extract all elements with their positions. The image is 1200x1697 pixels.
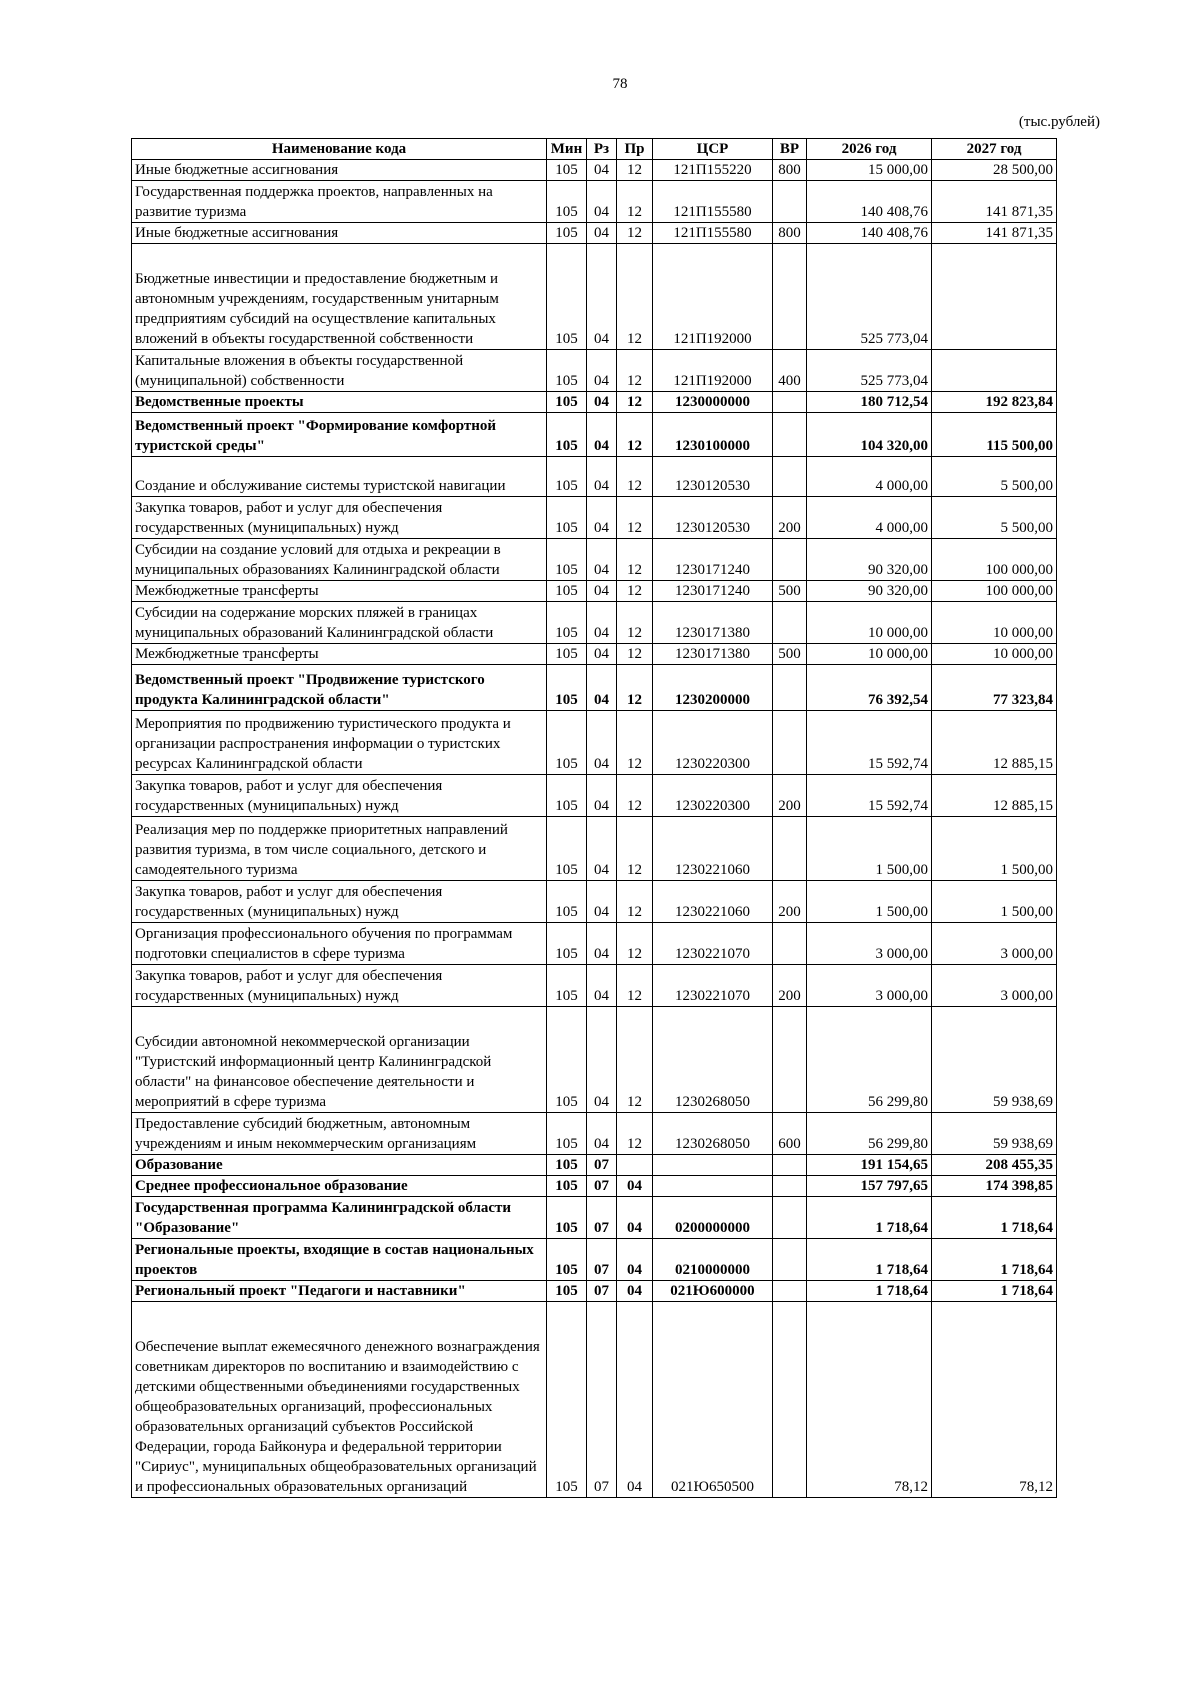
row-csr xyxy=(653,1176,773,1197)
row-pr: 12 xyxy=(617,392,653,413)
row-name: Иные бюджетные ассигнования xyxy=(132,223,547,244)
row-name: Закупка товаров, работ и услуг для обеспечения государственных (муниципальных) нужд xyxy=(132,775,547,817)
row-2027: 10 000,00 xyxy=(932,602,1057,644)
table-row xyxy=(132,665,1057,711)
row-pr: 12 xyxy=(617,497,653,539)
row-min: 105 xyxy=(547,1113,587,1155)
row-min: 105 xyxy=(547,181,587,223)
row-2026: 1 718,64 xyxy=(807,1281,932,1302)
row-rz: 07 xyxy=(587,1302,617,1498)
row-pr: 12 xyxy=(617,817,653,881)
row-min: 105 xyxy=(547,457,587,497)
row-pr: 12 xyxy=(617,965,653,1007)
row-min: 105 xyxy=(547,539,587,581)
row-rz: 04 xyxy=(587,581,617,602)
row-min: 105 xyxy=(547,1281,587,1302)
table-row xyxy=(132,817,1057,881)
row-2027: 5 500,00 xyxy=(932,497,1057,539)
row-vr xyxy=(773,457,807,497)
row-2026: 15 000,00 xyxy=(807,160,932,181)
row-min: 105 xyxy=(547,244,587,350)
row-name: Государственная поддержка проектов, направленных на развитие туризма xyxy=(132,181,547,223)
row-vr: 800 xyxy=(773,223,807,244)
row-csr: 1230221060 xyxy=(653,881,773,923)
row-rz: 04 xyxy=(587,1113,617,1155)
row-2026: 76 392,54 xyxy=(807,665,932,711)
table-header-row xyxy=(132,139,1057,160)
header-min: Мин xyxy=(547,139,587,160)
row-2026: 140 408,76 xyxy=(807,181,932,223)
row-min: 105 xyxy=(547,1155,587,1176)
row-name: Ведомственные проекты xyxy=(132,392,547,413)
row-csr: 1230171380 xyxy=(653,644,773,665)
row-csr: 1230268050 xyxy=(653,1007,773,1113)
table-row xyxy=(132,644,1057,665)
row-pr xyxy=(617,1155,653,1176)
row-2027: 141 871,35 xyxy=(932,181,1057,223)
row-min: 105 xyxy=(547,1302,587,1498)
header-pr: Пр xyxy=(617,139,653,160)
row-2027: 10 000,00 xyxy=(932,644,1057,665)
table-body xyxy=(132,160,1057,1498)
table-row xyxy=(132,1302,1057,1498)
table-row xyxy=(132,1281,1057,1302)
row-vr: 800 xyxy=(773,160,807,181)
row-2026: 3 000,00 xyxy=(807,923,932,965)
table-row xyxy=(132,160,1057,181)
unit-label: (тыс.рублей) xyxy=(1018,114,1100,130)
row-2027: 78,12 xyxy=(932,1302,1057,1498)
table-row xyxy=(132,1155,1057,1176)
row-name: Среднее профессиональное образование xyxy=(132,1176,547,1197)
row-csr: 1230221070 xyxy=(653,923,773,965)
row-2027: 59 938,69 xyxy=(932,1007,1057,1113)
row-csr: 1230171380 xyxy=(653,602,773,644)
row-pr: 04 xyxy=(617,1239,653,1281)
row-2026: 15 592,74 xyxy=(807,775,932,817)
row-name: Реализация мер по поддержке приоритетных направлений развития туризма, в том числе социального, детского и самодеятельного туризма xyxy=(132,817,547,881)
row-name: Организация профессионального обучения по программам подготовки специалистов в сфере туризма xyxy=(132,923,547,965)
row-2026: 10 000,00 xyxy=(807,644,932,665)
row-vr: 200 xyxy=(773,775,807,817)
row-rz: 07 xyxy=(587,1155,617,1176)
row-vr xyxy=(773,1007,807,1113)
row-2026: 4 000,00 xyxy=(807,457,932,497)
row-rz: 04 xyxy=(587,497,617,539)
row-rz: 07 xyxy=(587,1239,617,1281)
row-pr: 04 xyxy=(617,1302,653,1498)
table-row xyxy=(132,1239,1057,1281)
row-pr: 12 xyxy=(617,602,653,644)
row-min: 105 xyxy=(547,497,587,539)
budget-table xyxy=(131,138,1057,1498)
row-csr: 0210000000 xyxy=(653,1239,773,1281)
row-csr: 0200000000 xyxy=(653,1197,773,1239)
row-2026: 104 320,00 xyxy=(807,413,932,457)
row-2027: 59 938,69 xyxy=(932,1113,1057,1155)
row-2026: 180 712,54 xyxy=(807,392,932,413)
table-row xyxy=(132,413,1057,457)
row-2027: 1 500,00 xyxy=(932,817,1057,881)
row-rz: 07 xyxy=(587,1197,617,1239)
table-row xyxy=(132,923,1057,965)
row-2026: 10 000,00 xyxy=(807,602,932,644)
row-2027: 3 000,00 xyxy=(932,923,1057,965)
row-csr: 1230120530 xyxy=(653,457,773,497)
row-csr: 1230200000 xyxy=(653,665,773,711)
row-2027: 5 500,00 xyxy=(932,457,1057,497)
row-vr xyxy=(773,711,807,775)
row-2026: 1 500,00 xyxy=(807,881,932,923)
row-2027: 208 455,35 xyxy=(932,1155,1057,1176)
row-min: 105 xyxy=(547,923,587,965)
row-2027 xyxy=(932,244,1057,350)
row-min: 105 xyxy=(547,817,587,881)
row-name: Субсидии автономной некоммерческой организации "Туристский информационный центр Калининградской области" на финансовое обеспечение деятельности и мероприятий в сфере туризма xyxy=(132,1007,547,1113)
row-rz: 04 xyxy=(587,602,617,644)
row-min: 105 xyxy=(547,711,587,775)
header-2026: 2026 год xyxy=(807,139,932,160)
row-name: Ведомственный проект "Формирование комфортной туристской среды" xyxy=(132,413,547,457)
row-pr: 12 xyxy=(617,160,653,181)
table-row xyxy=(132,602,1057,644)
row-min: 105 xyxy=(547,581,587,602)
row-rz: 04 xyxy=(587,392,617,413)
row-min: 105 xyxy=(547,1239,587,1281)
row-vr xyxy=(773,392,807,413)
table-row xyxy=(132,497,1057,539)
row-vr xyxy=(773,1302,807,1498)
row-rz: 04 xyxy=(587,644,617,665)
row-pr: 12 xyxy=(617,539,653,581)
row-min: 105 xyxy=(547,644,587,665)
row-csr: 021Ю600000 xyxy=(653,1281,773,1302)
header-2027: 2027 год xyxy=(932,139,1057,160)
row-2027: 3 000,00 xyxy=(932,965,1057,1007)
row-2027: 1 718,64 xyxy=(932,1197,1057,1239)
row-name: Субсидии на создание условий для отдыха и рекреации в муниципальных образованиях Калининградской области xyxy=(132,539,547,581)
row-2026: 78,12 xyxy=(807,1302,932,1498)
row-2026: 3 000,00 xyxy=(807,965,932,1007)
table-row xyxy=(132,881,1057,923)
row-vr: 500 xyxy=(773,644,807,665)
row-vr xyxy=(773,1239,807,1281)
row-rz: 04 xyxy=(587,775,617,817)
table-row xyxy=(132,392,1057,413)
row-name: Межбюджетные трансферты xyxy=(132,581,547,602)
row-csr: 1230220300 xyxy=(653,775,773,817)
row-2026: 90 320,00 xyxy=(807,539,932,581)
row-rz: 04 xyxy=(587,817,617,881)
row-pr: 12 xyxy=(617,711,653,775)
row-csr: 1230171240 xyxy=(653,581,773,602)
row-csr: 1230221060 xyxy=(653,817,773,881)
row-2026: 525 773,04 xyxy=(807,244,932,350)
row-vr xyxy=(773,665,807,711)
row-2026: 191 154,65 xyxy=(807,1155,932,1176)
row-vr: 500 xyxy=(773,581,807,602)
row-2026: 15 592,74 xyxy=(807,711,932,775)
row-vr xyxy=(773,413,807,457)
row-pr: 12 xyxy=(617,581,653,602)
row-vr: 200 xyxy=(773,497,807,539)
page-number: 78 xyxy=(612,76,628,92)
row-name: Иные бюджетные ассигнования xyxy=(132,160,547,181)
row-2026: 56 299,80 xyxy=(807,1007,932,1113)
row-vr xyxy=(773,817,807,881)
row-csr: 1230220300 xyxy=(653,711,773,775)
row-pr: 04 xyxy=(617,1281,653,1302)
table-row xyxy=(132,1113,1057,1155)
row-name: Капитальные вложения в объекты государственной (муниципальной) собственности xyxy=(132,350,547,392)
row-vr: 200 xyxy=(773,965,807,1007)
row-min: 105 xyxy=(547,965,587,1007)
row-vr xyxy=(773,923,807,965)
row-name: Государственная программа Калининградской области "Образование" xyxy=(132,1197,547,1239)
row-pr: 04 xyxy=(617,1197,653,1239)
row-2026: 157 797,65 xyxy=(807,1176,932,1197)
row-name: Закупка товаров, работ и услуг для обеспечения государственных (муниципальных) нужд xyxy=(132,881,547,923)
row-2027: 12 885,15 xyxy=(932,775,1057,817)
row-name: Мероприятия по продвижению туристического продукта и организации распространения информации о туристских ресурсах Калининградской области xyxy=(132,711,547,775)
row-name: Обеспечение выплат ежемесячного денежного вознаграждения советникам директоров по воспитанию и взаимодействию с детскими общественными объединениями государственных общеобразовательных организаций, профессиональных образовательных организаций субъектов Российской Федерации, города Байконура и федеральной территории "Сириус", муниципальных общеобразовательных организаций и профессиональных образовательных организаций xyxy=(132,1302,547,1498)
row-2026: 1 718,64 xyxy=(807,1239,932,1281)
row-name: Ведомственный проект "Продвижение туристского продукта Калининградской области" xyxy=(132,665,547,711)
row-min: 105 xyxy=(547,602,587,644)
row-2027: 12 885,15 xyxy=(932,711,1057,775)
row-vr: 600 xyxy=(773,1113,807,1155)
table-row xyxy=(132,350,1057,392)
row-pr: 12 xyxy=(617,1113,653,1155)
row-2027: 1 718,64 xyxy=(932,1239,1057,1281)
table-row xyxy=(132,711,1057,775)
row-2026: 525 773,04 xyxy=(807,350,932,392)
row-vr xyxy=(773,539,807,581)
row-min: 105 xyxy=(547,392,587,413)
row-rz: 04 xyxy=(587,1007,617,1113)
row-min: 105 xyxy=(547,881,587,923)
row-pr: 12 xyxy=(617,244,653,350)
row-rz: 04 xyxy=(587,457,617,497)
row-2027: 77 323,84 xyxy=(932,665,1057,711)
table-row xyxy=(132,965,1057,1007)
row-name: Региональные проекты, входящие в состав национальных проектов xyxy=(132,1239,547,1281)
row-min: 105 xyxy=(547,350,587,392)
table-row xyxy=(132,457,1057,497)
row-rz: 04 xyxy=(587,965,617,1007)
row-min: 105 xyxy=(547,1007,587,1113)
row-pr: 12 xyxy=(617,775,653,817)
header-csr: ЦСР xyxy=(653,139,773,160)
row-rz: 04 xyxy=(587,160,617,181)
row-pr: 12 xyxy=(617,181,653,223)
table-row xyxy=(132,775,1057,817)
table-row xyxy=(132,244,1057,350)
row-name: Закупка товаров, работ и услуг для обеспечения государственных (муниципальных) нужд xyxy=(132,497,547,539)
row-pr: 12 xyxy=(617,457,653,497)
row-rz: 04 xyxy=(587,923,617,965)
row-vr xyxy=(773,1281,807,1302)
row-rz: 04 xyxy=(587,665,617,711)
row-name: Межбюджетные трансферты xyxy=(132,644,547,665)
row-rz: 04 xyxy=(587,881,617,923)
row-csr: 121П192000 xyxy=(653,350,773,392)
row-vr xyxy=(773,1176,807,1197)
row-vr: 400 xyxy=(773,350,807,392)
row-name: Субсидии на содержание морских пляжей в границах муниципальных образований Калининградской области xyxy=(132,602,547,644)
row-vr xyxy=(773,181,807,223)
row-pr: 12 xyxy=(617,413,653,457)
row-rz: 07 xyxy=(587,1176,617,1197)
row-vr: 200 xyxy=(773,881,807,923)
row-2026: 1 718,64 xyxy=(807,1197,932,1239)
table-row xyxy=(132,1176,1057,1197)
row-min: 105 xyxy=(547,160,587,181)
row-csr: 121П192000 xyxy=(653,244,773,350)
row-name: Образование xyxy=(132,1155,547,1176)
row-csr: 021Ю650500 xyxy=(653,1302,773,1498)
row-csr: 1230100000 xyxy=(653,413,773,457)
row-2027: 192 823,84 xyxy=(932,392,1057,413)
header-name: Наименование кода xyxy=(132,139,547,160)
row-pr: 04 xyxy=(617,1176,653,1197)
row-csr: 121П155220 xyxy=(653,160,773,181)
row-2026: 140 408,76 xyxy=(807,223,932,244)
row-name: Бюджетные инвестиции и предоставление бюджетным и автономным учреждениям, государственным унитарным предприятиям субсидий на осуществление капитальных вложений в объекты государственной собственности xyxy=(132,244,547,350)
row-min: 105 xyxy=(547,775,587,817)
row-name: Закупка товаров, работ и услуг для обеспечения государственных (муниципальных) нужд xyxy=(132,965,547,1007)
row-name: Региональный проект "Педагоги и наставники" xyxy=(132,1281,547,1302)
row-rz: 04 xyxy=(587,350,617,392)
row-2026: 90 320,00 xyxy=(807,581,932,602)
row-2026: 56 299,80 xyxy=(807,1113,932,1155)
table-row xyxy=(132,1007,1057,1113)
row-rz: 04 xyxy=(587,539,617,581)
row-pr: 12 xyxy=(617,923,653,965)
row-csr: 1230268050 xyxy=(653,1113,773,1155)
row-csr: 1230120530 xyxy=(653,497,773,539)
table-row xyxy=(132,181,1057,223)
row-2027: 1 500,00 xyxy=(932,881,1057,923)
row-vr xyxy=(773,1197,807,1239)
row-rz: 07 xyxy=(587,1281,617,1302)
row-pr: 12 xyxy=(617,644,653,665)
row-rz: 04 xyxy=(587,413,617,457)
row-rz: 04 xyxy=(587,244,617,350)
row-2026: 4 000,00 xyxy=(807,497,932,539)
row-2027: 100 000,00 xyxy=(932,539,1057,581)
row-min: 105 xyxy=(547,413,587,457)
row-rz: 04 xyxy=(587,711,617,775)
row-vr xyxy=(773,244,807,350)
row-name: Предоставление субсидий бюджетным, автономным учреждениям и иным некоммерческим организациям xyxy=(132,1113,547,1155)
table-row xyxy=(132,581,1057,602)
row-rz: 04 xyxy=(587,181,617,223)
row-2026: 1 500,00 xyxy=(807,817,932,881)
row-2027: 115 500,00 xyxy=(932,413,1057,457)
table-row xyxy=(132,539,1057,581)
row-vr xyxy=(773,602,807,644)
row-2027 xyxy=(932,350,1057,392)
row-pr: 12 xyxy=(617,350,653,392)
row-min: 105 xyxy=(547,1197,587,1239)
row-pr: 12 xyxy=(617,1007,653,1113)
table-row xyxy=(132,1197,1057,1239)
row-csr: 1230221070 xyxy=(653,965,773,1007)
row-csr: 121П155580 xyxy=(653,181,773,223)
row-2027: 28 500,00 xyxy=(932,160,1057,181)
row-pr: 12 xyxy=(617,881,653,923)
header-vr: ВР xyxy=(773,139,807,160)
row-min: 105 xyxy=(547,1176,587,1197)
row-name: Создание и обслуживание системы туристской навигации xyxy=(132,457,547,497)
row-pr: 12 xyxy=(617,665,653,711)
row-vr xyxy=(773,1155,807,1176)
row-2027: 1 718,64 xyxy=(932,1281,1057,1302)
header-rz: Рз xyxy=(587,139,617,160)
row-2027: 141 871,35 xyxy=(932,223,1057,244)
row-min: 105 xyxy=(547,665,587,711)
row-min: 105 xyxy=(547,223,587,244)
row-csr: 121П155580 xyxy=(653,223,773,244)
row-2027: 174 398,85 xyxy=(932,1176,1057,1197)
row-csr: 1230000000 xyxy=(653,392,773,413)
table-row xyxy=(132,223,1057,244)
row-csr xyxy=(653,1155,773,1176)
row-rz: 04 xyxy=(587,223,617,244)
row-csr: 1230171240 xyxy=(653,539,773,581)
row-pr: 12 xyxy=(617,223,653,244)
row-2027: 100 000,00 xyxy=(932,581,1057,602)
